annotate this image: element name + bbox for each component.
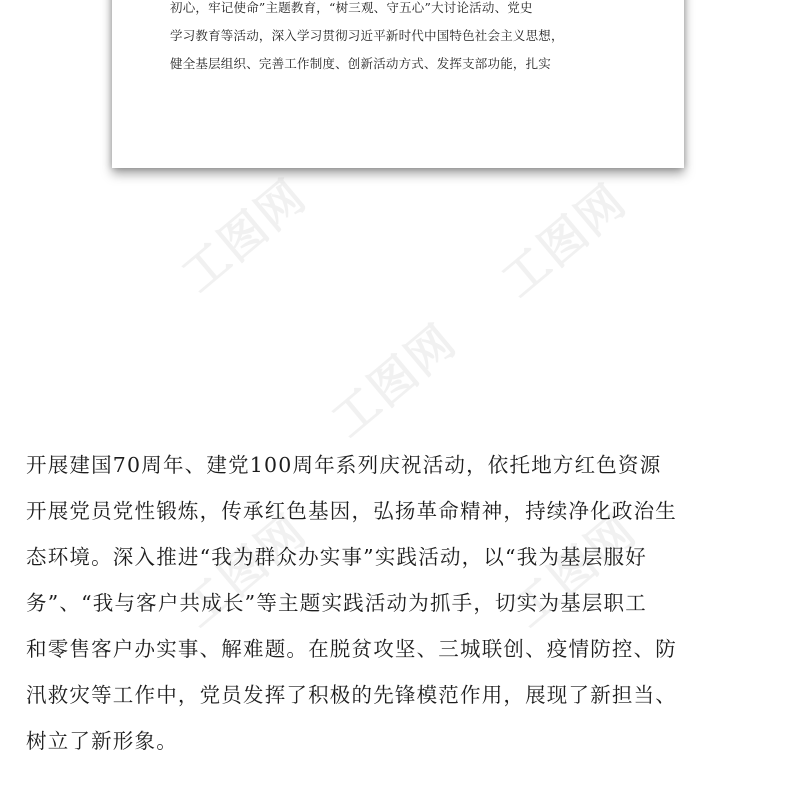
body-paragraph (26, 445, 786, 767)
body-line: 汛救灾等工作中，党员发挥了积极的先锋模范作用，展现了新担当、 (26, 683, 677, 707)
excerpt-line: 初心，牢记使命”主题教育，“树三观、守五心”大讨论活动、党史 (170, 0, 533, 15)
body-line: 树立了新形象。 (26, 729, 178, 753)
watermark-logo: 工图网 (321, 313, 467, 448)
watermark-logo: 工图网 (491, 173, 637, 308)
body-line: 开展建国70周年、建党100周年系列庆祝活动，依托地方红色资源 (26, 453, 662, 477)
watermark-logo: 工图网 (171, 168, 317, 303)
watermark-logo: 工图网 (501, 503, 647, 638)
body-line: 和零售客户办实事、解难题。在脱贫攻坚、三城联创、疫情防控、防 (26, 637, 677, 661)
body-line: 务”、“我与客户共成长”等主题实践活动为抓手，切实为基层职工 (26, 591, 647, 615)
document-excerpt-card (112, 0, 684, 168)
body-line: 开展党员党性锻炼，传承红色基因，弘扬革命精神，持续净化政治生 (26, 499, 677, 523)
excerpt-line: 健全基层组织、完善工作制度、创新活动方式、发挥支部功能，扎实 (170, 56, 552, 71)
excerpt-line: 学习教育等活动，深入学习贯彻习近平新时代中国特色社会主义思想， (170, 28, 564, 43)
body-line: 态环境。深入推进“我为群众办实事”实践活动，以“我为基层服好 (26, 545, 647, 569)
excerpt-text (170, 0, 670, 78)
watermark-logo: 工图网 (171, 503, 317, 638)
